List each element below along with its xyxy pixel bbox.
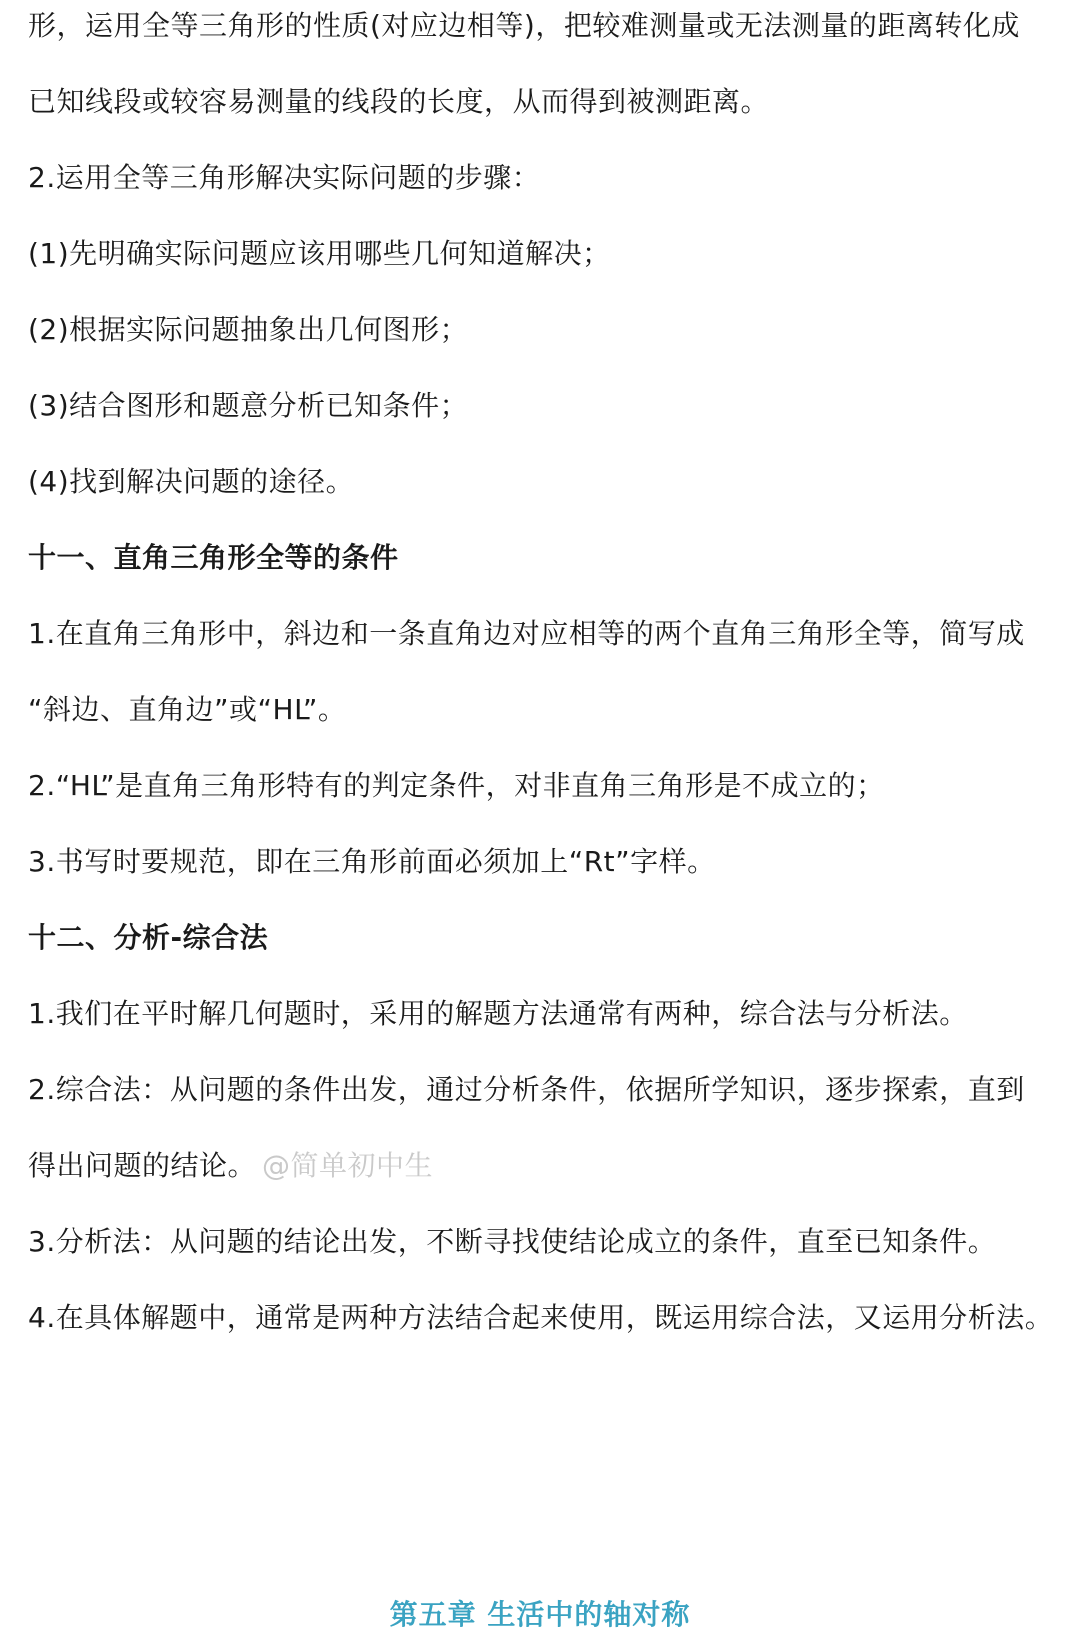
- section-12-line: 2.综合法：从问题的条件出发，通过分析条件，依据所学知识，逐步探索，直到: [28, 1073, 1025, 1106]
- step-item: (2)根据实际问题抽象出几何图形；: [28, 313, 469, 346]
- paragraph-line: 形，运用全等三角形的性质(对应边相等)，把较难测量或无法测量的距离转化成: [28, 9, 1020, 42]
- chapter-title: 第五章 生活中的轴对称: [389, 1598, 691, 1631]
- section-12-title: 十二、分析-综合法: [28, 921, 269, 954]
- section-12-line: 3.分析法：从问题的结论出发，不断寻找使结论成立的条件，直至已知条件。: [28, 1225, 997, 1258]
- step-item: (1)先明确实际问题应该用哪些几何知道解决；: [28, 237, 611, 270]
- step-item: (3)结合图形和题意分析已知条件；: [28, 389, 469, 422]
- step-item: (4)找到解决问题的途径。: [28, 465, 355, 498]
- section-11-line: 3.书写时要规范，即在三角形前面必须加上“Rt”字样。: [28, 845, 716, 878]
- section-11-line: 1.在直角三角形中，斜边和一条直角边对应相等的两个直角三角形全等，简写成: [28, 617, 1025, 650]
- section-11-title: 十一、直角三角形全等的条件: [28, 541, 399, 574]
- paragraph-line: 已知线段或较容易测量的线段的长度，从而得到被测距离。: [28, 85, 770, 118]
- watermark: @简单初中生: [262, 1149, 434, 1182]
- section-11-line: “斜边、直角边”或“HL”。: [28, 693, 347, 726]
- section-12-line-text: 得出问题的结论。: [28, 1149, 257, 1182]
- section-12-line: 4.在具体解题中，通常是两种方法结合起来使用，既运用综合法，又运用分析法。: [28, 1301, 1054, 1334]
- section-12-line: 1.我们在平时解几何题时，采用的解题方法通常有两种，综合法与分析法。: [28, 997, 968, 1030]
- section-12-line: [28, 1146, 433, 1186]
- section-11-line: 2.“HL”是直角三角形特有的判定条件，对非直角三角形是不成立的；: [28, 769, 885, 802]
- steps-heading-line: 2.运用全等三角形解决实际问题的步骤：: [28, 161, 541, 194]
